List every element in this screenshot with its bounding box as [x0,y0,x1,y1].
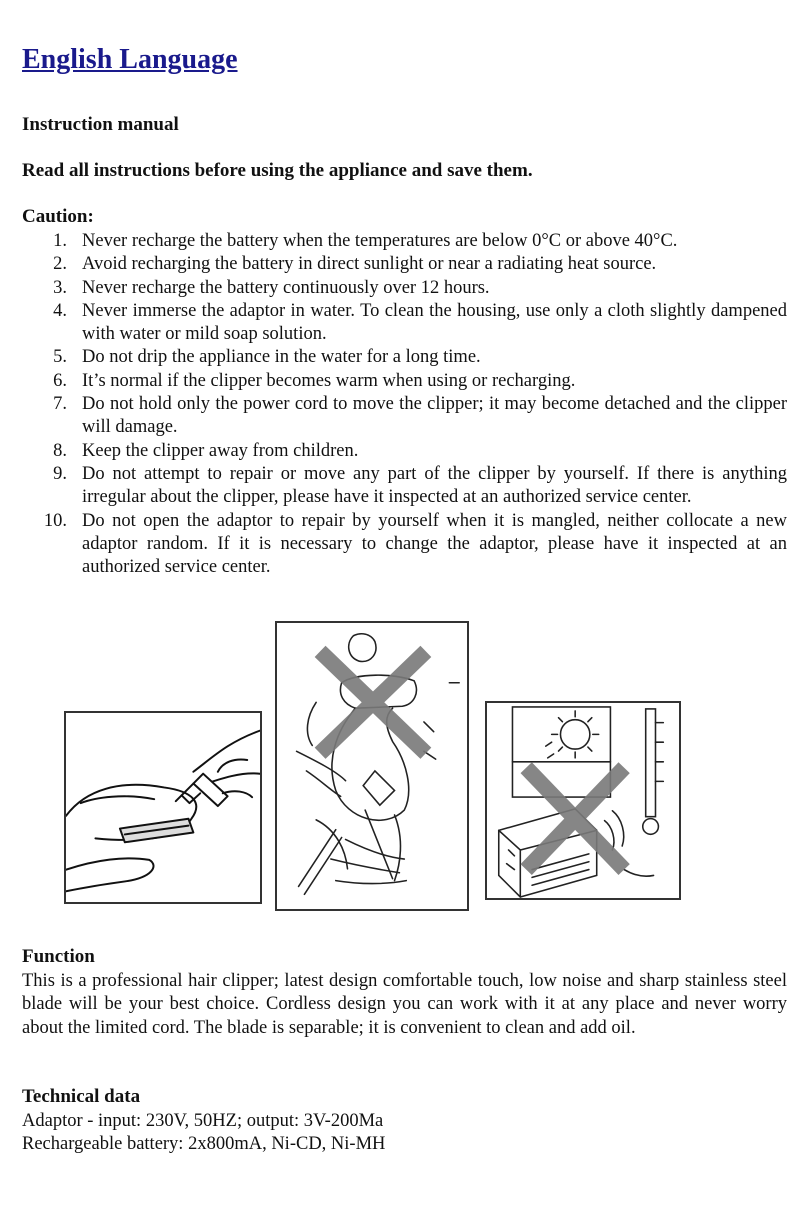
caution-number: 6. [53,370,67,391]
battery-spec: Rechargeable battery: 2x800mA, Ni-CD, Ni-MH [22,1134,386,1154]
caution-item [22,300,787,347]
caution-item [22,253,787,276]
caution-text: It’s normal if the clipper becomes warm when using or recharging. [82,370,576,391]
read-notice: Read all instructions before using the appliance and save them. [22,160,533,181]
caution-text: Never recharge the battery continuously over 12 hours. [82,277,490,298]
caution-item [22,510,787,580]
caution-number: 5. [53,347,67,368]
caution-text: Keep the clipper away from children. [82,440,359,461]
function-heading: Function [22,946,95,967]
caution-text: Do not attempt to repair or move any part of the clipper by yourself. If there is anything irregular about the clipper, please have it inspected at an authorized service center. [82,463,787,508]
caution-item [22,463,787,510]
water-warning-illustration [275,621,469,911]
caution-text: Do not hold only the power cord to move the clipper; it may become detached and the clipper will damage. [82,394,787,438]
caution-number: 8. [53,440,67,461]
caution-item [22,440,787,463]
heat-drawing [487,703,679,898]
caution-item [22,370,787,393]
caution-item [22,277,787,300]
caution-item [22,346,787,369]
page-title: English Language [22,44,238,75]
caution-number: 2. [53,254,67,275]
caution-number: 10. [43,510,67,531]
heat-warning-illustration [485,701,681,900]
caution-item [22,393,787,440]
caution-number: 4. [53,300,67,321]
caution-heading: Caution: [22,206,94,227]
caution-text: Do not open the adaptor to repair by yourself when it is mangled, neither collocate a new adaptor random. If it is necessary to change the adaptor, please have it inspected at an authorized service center. [82,510,787,578]
caution-number: 9. [53,463,67,484]
caution-number: 3. [53,277,67,298]
caution-number: 1. [53,231,67,251]
caution-item [22,230,787,253]
caution-number: 7. [53,394,67,415]
oiling-drawing [66,713,260,902]
caution-text: Never immerse the adaptor in water. To clean the housing, use only a cloth slightly dampened with water or mild soap solution. [82,300,787,345]
caution-text: Never recharge the battery when the temperatures are below 0°C or above 40°C. [82,231,678,251]
oiling-illustration [64,711,262,904]
adaptor-spec: Adaptor - input: 230V, 50HZ; output: 3V-200Ma [22,1111,384,1131]
water-drawing [277,623,467,909]
caution-text: Avoid recharging the battery in direct sunlight or near a radiating heat source. [82,254,657,275]
caution-list [22,230,787,579]
technical-heading: Technical data [22,1086,141,1107]
function-text: This is a professional hair clipper; latest design comfortable touch, low noise and sharp stainless steel blade will be your best choice. Cordless design you can work with it at any place and never worry about the limited cord. The blade is separable; it is convenient to clean and add oil. [22,971,787,1038]
caution-text: Do not drip the appliance in the water for a long time. [82,347,481,368]
manual-label: Instruction manual [22,114,179,135]
